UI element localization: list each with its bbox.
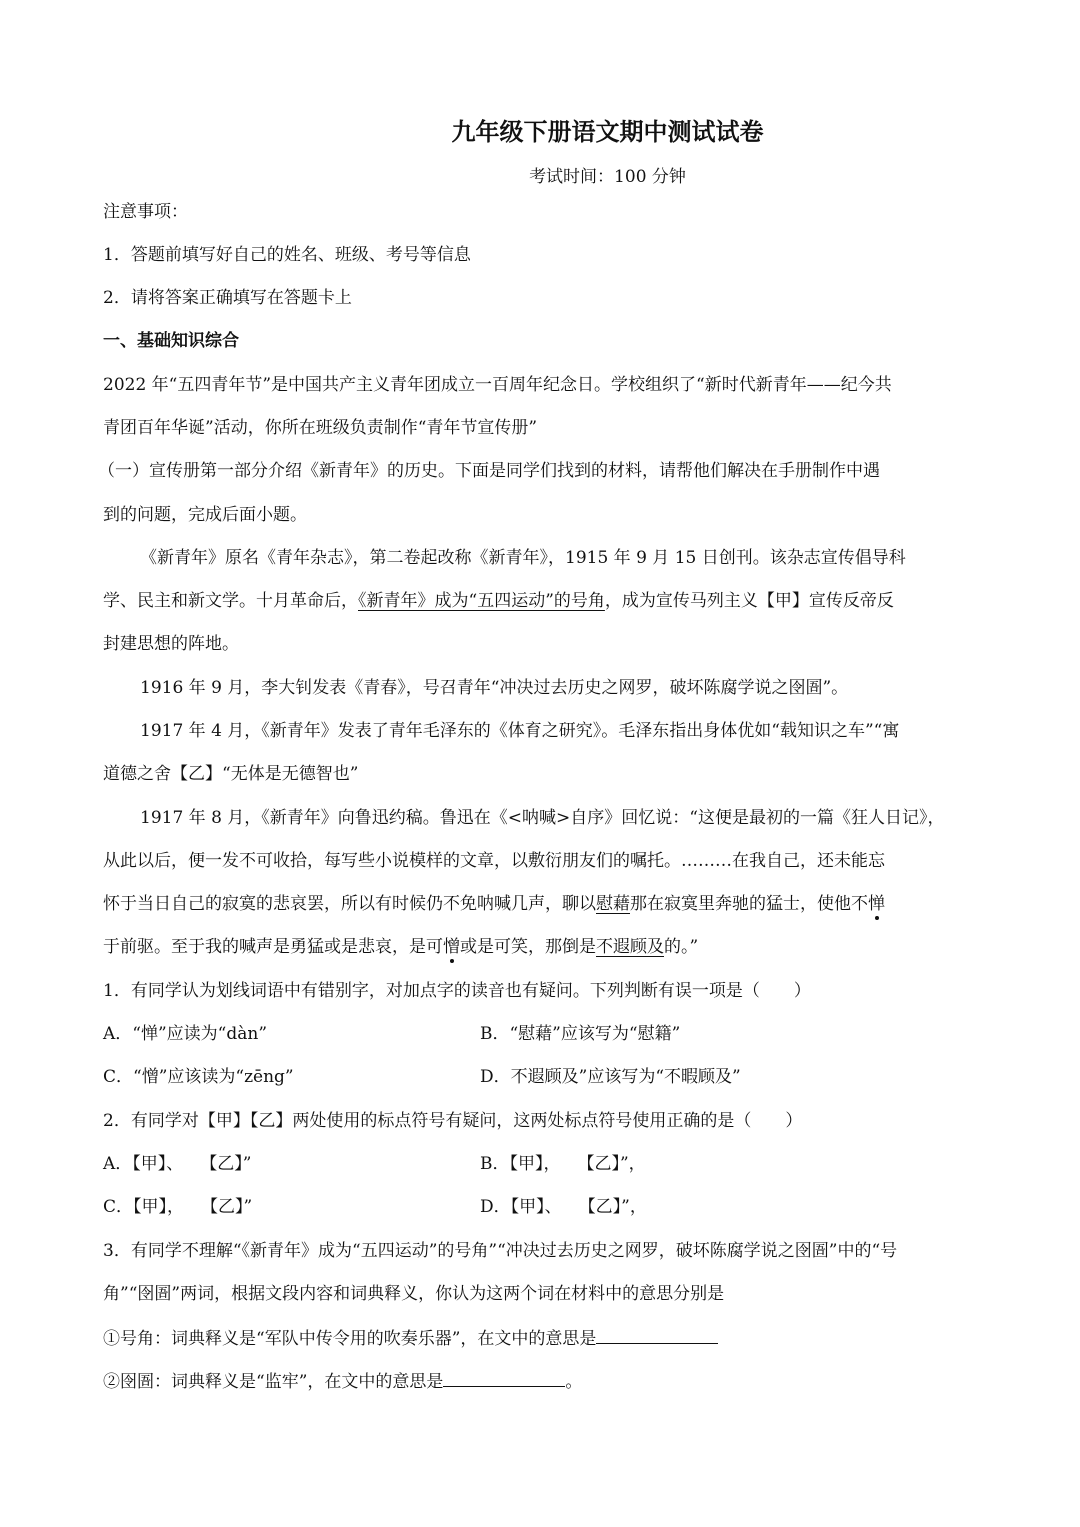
q3-item-text: ②囹圄：词典释义是“监牢”，在文中的意思是 [103,1372,444,1392]
part1-line: 到的问题，完成后面小题。 [103,505,307,525]
passage-line: 1916 年 9 月，李大钊发表《青春》，号召青年“冲决过去历史之网罗，破坏陈腐学说之囹圄”。 [140,678,849,698]
passage-text: 那在寂寞里奔驰的猛士，使他不 [630,894,868,914]
passage-line: 1917 年 4 月，《新青年》发表了青年毛泽东的《体育之研究》。毛泽东指出身体优如“载知识之车”“寓 [140,721,900,741]
passage-text: 怀于当日自己的寂寞的悲哀罢，所以有时候仍不免呐喊几声，聊以 [103,894,596,914]
underlined-phrase: 不遐顾及 [596,937,664,957]
underlined-word: 慰藉 [596,894,630,914]
question-1-stem: 1．有同学认为划线词语中有错别字，对加点字的读音也有疑问。下列判断有误一项是（ ） [103,981,811,1001]
passage-line: 从此以后，便一发不可收拾，每写些小说模样的文章，以敷衍朋友们的嘱托。………在我自己，还未能忘 [103,851,885,871]
q1-option-a: A．“惮”应读为“dàn” [103,1024,268,1044]
exam-title: 九年级下册语文期中测试试卷 [451,118,764,146]
question-3-stem: 3．有同学不理解“《新青年》成为“五四运动”的号角”“冲决过去历史之网罗，破坏陈腐学说之囹圄”中的“号 [103,1241,898,1261]
passage-line: 封建思想的阵地。 [103,634,239,654]
q1-option-b: B．“慰藉”应该写为“慰籍” [480,1024,681,1044]
dotted-char: 惮 [868,894,885,914]
q2-option-c: C．【甲】， 【乙】” [103,1197,253,1217]
q3-item-text: ①号角：词典释义是“军队中传令用的吹奏乐器”，在文中的意思是 [103,1329,597,1349]
passage-line [103,892,885,916]
notes-heading: 注意事项： [103,202,188,222]
passage-text: 学、民主和新文学。十月革命后， [103,591,358,611]
intro-line: 2022 年“五四青年节”是中国共产主义青年团成立一百周年纪念日。学校组织了“新时代新青年——纪今共 [103,375,892,395]
passage-text: 或是可笑，那倒是 [460,937,596,957]
q2-option-a: A．【甲】、 【乙】” [103,1154,252,1174]
q3-item-2 [103,1368,582,1394]
answer-blank[interactable] [596,1325,718,1344]
passage-line: 《新青年》原名《青年杂志》，第二卷起改称《新青年》，1915 年 9 月 15 日创刊。该杂志宣传倡导科 [140,548,906,568]
q2-option-d: D．【甲】、 【乙】”， [480,1197,647,1217]
q3-item-end: 。 [565,1372,583,1392]
passage-line: 道德之舍【乙】“无体是无德智也” [103,764,359,784]
passage-line [103,935,698,959]
note-item-2: 2．请将答案正确填写在答题卡上 [103,288,352,308]
answer-blank[interactable] [443,1368,565,1387]
question-3-stem: 角”“囹圄”两词，根据文段内容和词典释义，你认为这两个词在材料中的意思分别是 [103,1284,725,1304]
note-item-1: 1．答题前填写好自己的姓名、班级、考号等信息 [103,245,471,265]
q2-option-b: B．【甲】， 【乙】”， [480,1154,646,1174]
passage-text: 于前驱。至于我的喊声是勇猛或是悲哀，是可 [103,937,443,957]
exam-time: 考试时间：100 分钟 [529,167,686,187]
underlined-phrase: 《新青年》成为“五四运动”的号角 [358,591,605,611]
q1-option-c: C．“憎”应该读为“zēng” [103,1067,294,1087]
intro-line: 青团百年华诞”活动，你所在班级负责制作“青年节宣传册” [103,418,538,438]
q1-option-d: D．不遐顾及”应该写为“不暇顾及” [480,1067,741,1087]
section-heading: 一、基础知识综合 [103,331,239,351]
dotted-char: 憎 [443,937,460,957]
q3-item-1 [103,1325,718,1351]
passage-text: 的。” [664,937,699,957]
part1-line: （一）宣传册第一部分介绍《新青年》的历史。下面是同学们找到的材料，请帮他们解决在手册制作中遇 [98,461,880,481]
passage-line [103,589,894,613]
passage-line: 1917 年 8 月，《新青年》向鲁迅约稿。鲁迅在《<呐喊>自序》回忆说：“这便是最初的一篇《狂人日记》， [140,808,945,828]
passage-text: ，成为宣传马列主义【甲】宣传反帝反 [604,591,894,611]
question-2-stem: 2．有同学对【甲】【乙】两处使用的标点符号有疑问，这两处标点符号使用正确的是（ ） [103,1111,803,1131]
